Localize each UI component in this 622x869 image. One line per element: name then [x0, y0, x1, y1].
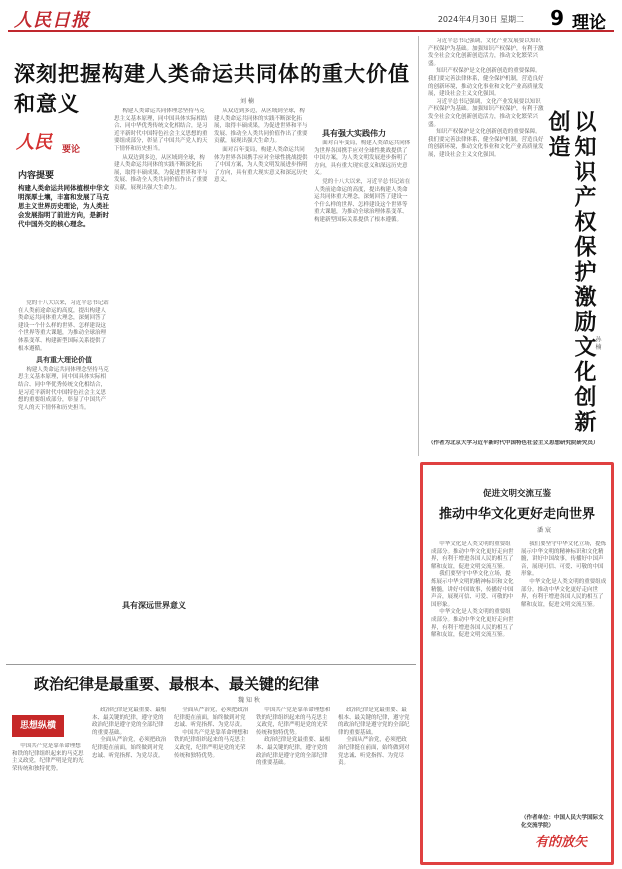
paragraph: 面对百年变局，构建人类命运共同体为世界各国携手应对全球性挑战提供了中国方案，为人类文明发展进步指明了方向，具有重大现实意义和深远历史意义。	[214, 146, 308, 184]
masthead	[8, 4, 614, 32]
paragraph: 习近平总书记强调，文化产业发展要以知识产权保护为基础。加强知识产权保护，有利于激发全社会文化创新创造活力，推动文化繁荣兴盛。	[428, 38, 544, 67]
bottom-article-column-e	[338, 707, 412, 861]
paragraph: 政治纪律是党最重要、最根本、最关键的纪律，遵守党的政治纪律是遵守党的全部纪律的重要基础。	[92, 707, 167, 736]
boxed-article-byline: 潘 宸	[537, 527, 551, 534]
boxed-article-kicker: 促进文明交流互鉴	[482, 489, 551, 499]
right-article-title[interactable]: 以知识产权保护激励文化创新创造	[545, 110, 596, 435]
column-divider	[418, 36, 419, 456]
right-article	[424, 36, 608, 452]
column-logo	[16, 128, 110, 164]
paragraph: 政治纪律是党最重要、最根本、最关键的纪律，遵守党的政治纪律是遵守党的全部纪律的重要基础。	[256, 737, 331, 767]
main-article-title[interactable]: 深刻把握构建人类命运共同体的重大价值和意义	[14, 62, 410, 116]
paragraph: 我们要坚守中华文化立场，提炼展示中华文明的精神标识和文化精髓，讲好中国故事，传播好中国声音，展现可信、可爱、可敬的中国形象。	[431, 571, 514, 608]
paragraph: 从双边到多边，从区域到全球，构建人类命运共同体的实践不断深化拓展，取得丰硕成果，为促进世界和平与发展、推动全人类共同价值作出了重要贡献，展现出强大生命力。	[114, 154, 208, 191]
boxed-article-column-b	[521, 541, 607, 809]
column-logo-mark: 人民	[16, 132, 52, 153]
paragraph: 中华文化是人类文明的重要组成部分。推动中华文化更好走向世界，有利于增进各国人民的相互了解和友谊，促进文明交流互鉴。	[431, 541, 514, 570]
section-title: 理论	[572, 13, 606, 33]
paragraph: 党的十八大以来，习近平总书记站在人类前途命运的高度，提出构建人类命运共同体重大理念，深刻回答了建设一个什么样的世界、怎样建设这个世界等重大课题，为推动全球治理体系变革、构建新型国际关系提供了根本遵循。	[314, 178, 411, 223]
boxed-article-column-a	[431, 541, 515, 861]
paragraph: 知识产权保护是文化创新创造的重要保障。我们要完善法律体系，健全保护机制，营造良好的创新环境，推动文化事业和文化产业高质量发展，建设社会主义文化强国。	[428, 129, 544, 158]
issue-date: 2024年4月30日 星期二	[437, 15, 524, 24]
main-article-column-2	[114, 108, 210, 658]
paragraph: 习近平总书记强调，文化产业发展要以知识产权保护为基础。加强知识产权保护，有利于激发全社会文化创新创造活力，推动文化繁荣兴盛。	[428, 98, 544, 128]
paragraph: 中华文化是人类文明的重要组成部分。推动中华文化更好走向世界，有利于增进各国人民的相互了解和友谊，促进文明交流互鉴。	[431, 609, 514, 639]
boxed-article-title[interactable]: 推动中华文化更好走向世界	[438, 507, 595, 522]
paragraph: 党的十八大以来，习近平总书记站在人类前途命运的高度，提出构建人类命运共同体重大理念，深刻回答了建设一个什么样的世界、怎样建设这个世界等重大课题，为推动全球治理体系变革、构建新型国际关系提供了根本遵循。	[18, 300, 109, 352]
paragraph: 我们要坚守中华文化立场，提炼展示中华文明的精神标识和文化精髓，讲好中国故事，传播好中国声音，展现可信、可爱、可敬的中国形象。	[521, 541, 607, 578]
bottom-article-column-b	[92, 707, 168, 861]
page-number: 9	[550, 6, 564, 30]
right-article-column-a	[428, 38, 544, 448]
main-article-column-3	[214, 108, 310, 658]
paragraph: 中国共产党是靠革命理想和铁的纪律组织起来的马克思主义政党，纪律严明是党的光荣传统和独特优势。	[256, 707, 331, 736]
bottom-article-byline: 魏 知 秋	[238, 697, 260, 704]
right-article-source: （作者为北京大学习近平新时代中国特色社会主义思想研究院研究员）	[428, 440, 599, 446]
paragraph: 构建人类命运共同体理念坚持马克思主义基本原理，同中国具体实际相结合、同中华优秀传统文化相结合，是习近平新时代中国特色社会主义思想的重要组成部分，彰显了中国共产党人的天下情怀和历史担当。	[18, 366, 109, 411]
main-article-column-4	[314, 140, 412, 690]
paragraph: 全面从严治党，必须把政治纪律挺在前面，始终做到对党忠诚、听党指挥、为党尽责。	[174, 707, 249, 729]
column-logo-sub: 要论	[62, 145, 81, 155]
bottom-article-title[interactable]: 政治纪律是最重要、最根本、最关键的纪律	[34, 675, 320, 693]
subhead-theory-value: 具有重大理论价值	[36, 355, 92, 365]
boxed-article-source: （作者单位：中国人民大学国际文化交流学院）	[521, 815, 604, 829]
summary-text: 构建人类命运共同体植根中华文明深厚土壤，丰富和发展了马克思主义世界历史理论，为人类社会发展指明了前进方向，是新时代中国外交的核心理念。	[18, 184, 109, 228]
paragraph: 政治纪律是党最重要、最根本、最关键的纪律，遵守党的政治纪律是遵守党的全部纪律的重要基础。	[338, 707, 410, 736]
summary-label: 内容提要	[18, 171, 55, 181]
bottom-article	[6, 664, 416, 864]
bottom-article-column-d	[256, 707, 332, 861]
right-article-byline: 孙 楠	[594, 336, 601, 350]
main-article-column-1	[18, 300, 110, 660]
main-article-byline: 刘 楠	[240, 98, 254, 105]
newspaper-logo: 人民日报	[14, 10, 90, 31]
bottom-article-column-a	[12, 743, 86, 861]
bottom-column-logo: 思想纵横	[12, 715, 64, 737]
subhead-world-significance: 具有深远世界意义	[122, 601, 186, 610]
paragraph: 面对百年变局，构建人类命运共同体为世界各国携手应对全球性挑战提供了中国方案，为人类文明发展进步指明了方向，具有重大现实意义和深远历史意义。	[314, 140, 411, 177]
paragraph: 知识产权保护是文化创新创造的重要保障。我们要完善法律体系，健全保护机制，营造良好的创新环境，推动文化事业和文化产业高质量发展，建设社会主义文化强国。	[428, 68, 544, 98]
paragraph: 中国共产党是靠革命理想和铁的纪律组织起来的马克思主义政党，纪律严明是党的光荣传统和独特优势。	[12, 743, 84, 772]
highlighted-article-box[interactable]	[420, 462, 614, 865]
column-stamp: 有的放矢	[535, 835, 588, 850]
paragraph: 全面从严治党，必须把政治纪律挺在前面，始终做到对党忠诚、听党指挥、为党尽责。	[92, 737, 167, 759]
bottom-article-column-c	[174, 707, 250, 861]
paragraph: 全面从严治党，必须把政治纪律挺在前面，始终做到对党忠诚、听党指挥、为党尽责。	[338, 737, 410, 767]
paragraph: 中华文化是人类文明的重要组成部分。推动中华文化更好走向世界，有利于增进各国人民的相互了解和友谊，促进文明交流互鉴。	[521, 578, 607, 608]
subhead-practice: 具有强大实践伟力	[322, 129, 386, 138]
paragraph: 构建人类命运共同体理念坚持马克思主义基本原理，同中国具体实际相结合、同中华优秀传统文化相结合，是习近平新时代中国特色社会主义思想的重要组成部分，彰显了中国共产党人的天下情怀和历史担当。	[114, 108, 208, 152]
paragraph: 从双边到多边，从区域到全球，构建人类命运共同体的实践不断深化拓展，取得丰硕成果，为促进世界和平与发展、推动全人类共同价值作出了重要贡献，展现出强大生命力。	[214, 108, 308, 145]
paragraph: 中国共产党是靠革命理想和铁的纪律组织起来的马克思主义政党，纪律严明是党的光荣传统和独特优势。	[174, 729, 249, 759]
